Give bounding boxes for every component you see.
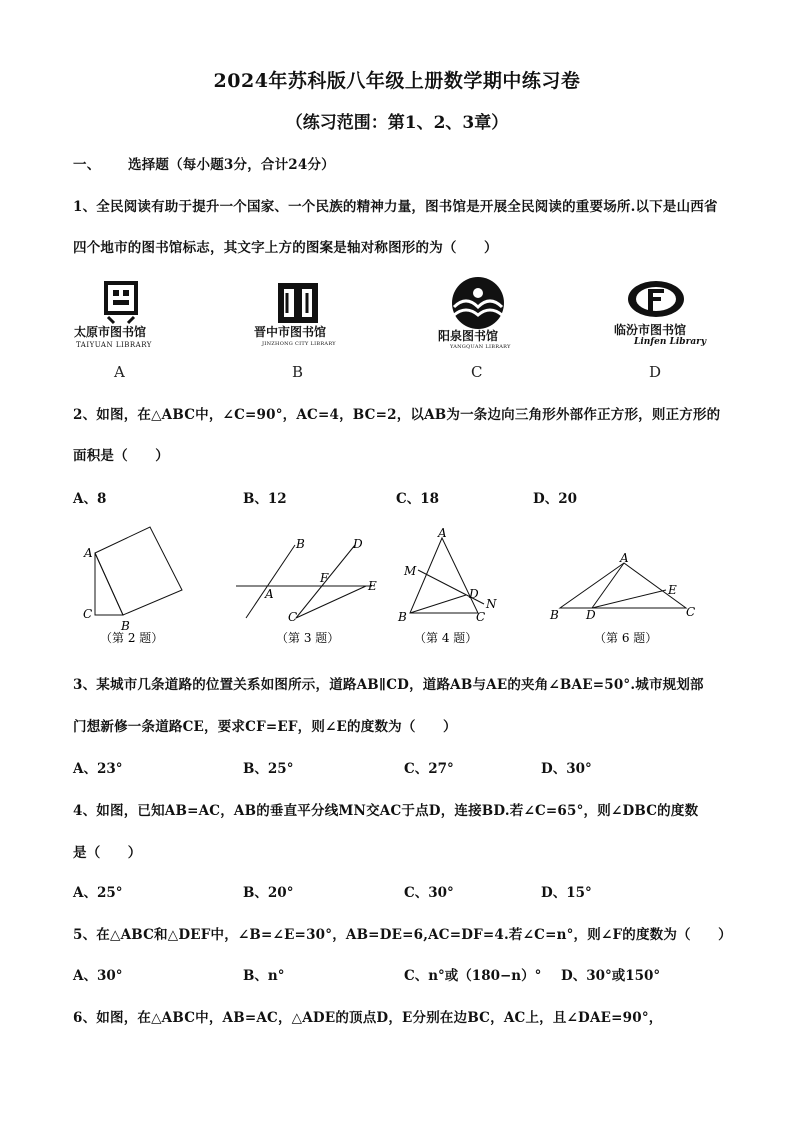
- page-title: 2024年苏科版八年级上册数学期中练习卷: [213, 70, 581, 92]
- fig4-caption: （第 4 题）: [414, 631, 478, 645]
- fig4-label-a: A: [438, 526, 447, 540]
- q5-option-d: D、30°或150°: [561, 968, 661, 984]
- fig3-label-e: E: [368, 579, 377, 593]
- logo-a-en: TAIYUAN LIBRARY: [76, 341, 152, 349]
- figures-row: [0, 520, 794, 655]
- q2-line1: 2、如图，在△ABC中，∠C=90°，AC=4，BC=2，以AB为一条边向三角形外部作正方形，则正方形的: [73, 407, 721, 423]
- q5-line1: 5、在△ABC和△DEF中，∠B=∠E=30°，AB=DE=6,AC=DF=4.若∠C=n°，则∠F的度数为（ ）: [73, 927, 732, 943]
- fig2-label-a: A: [84, 546, 93, 560]
- q6-line1: 6、如图，在△ABC中，AB=AC，△ADE的顶点D，E分别在边BC，AC上，且∠DAE=90°，: [73, 1010, 663, 1026]
- q2-line2: 面积是（ ）: [73, 448, 169, 464]
- fig6-label-c: C: [686, 605, 696, 619]
- fig2-label-c: C: [83, 607, 93, 621]
- logo-b: [246, 275, 356, 385]
- q3-option-a: A、23°: [73, 761, 123, 777]
- q3-option-d: D、30°: [541, 761, 592, 777]
- q3-line2: 门想新修一条道路CE，要求CF=EF，则∠E的度数为（ ）: [73, 719, 457, 735]
- logo-c: [424, 275, 534, 385]
- q1-line1: 1、全民阅读有助于提升一个国家、一个民族的精神力量，图书馆是开展全民阅读的重要场所.以下是山西省: [73, 199, 718, 215]
- q5-option-b: B、n°: [243, 968, 285, 984]
- logo-d: [602, 275, 712, 385]
- fig4-label-n: N: [486, 597, 497, 611]
- q2-option-d: D、20: [533, 491, 577, 507]
- q5-option-a: A、30°: [73, 968, 123, 984]
- fig2-label-b: B: [121, 619, 130, 633]
- logo-c-letter: C: [471, 363, 483, 381]
- fig3-label-c: C: [288, 610, 298, 624]
- fig4-label-c: C: [476, 610, 486, 624]
- logo-d-name: 临汾市图书馆: [614, 323, 687, 337]
- section-number: 一、: [73, 157, 101, 173]
- logo-d-letter: D: [649, 363, 662, 381]
- fig6-caption: （第 6 题）: [594, 631, 658, 645]
- logo-b-letter: B: [292, 363, 304, 381]
- logo-c-en: YANGQUAN LIBRARY: [450, 344, 511, 350]
- q4-option-b: B、20°: [243, 885, 294, 901]
- q3-option-c: C、27°: [404, 761, 454, 777]
- logo-a-name: 太原市图书馆: [74, 325, 147, 339]
- fig6-label-e: E: [668, 583, 677, 597]
- fig3-label-d: D: [353, 537, 363, 551]
- fig3-label-a: A: [265, 587, 274, 601]
- fig2-caption: （第 2 题）: [100, 631, 164, 645]
- logo-d-en: Linfen Library: [634, 337, 707, 347]
- logo-a-letter: A: [114, 363, 125, 381]
- fig3-label-f: F: [320, 571, 329, 585]
- figure-6: [549, 551, 695, 645]
- q4-line1: 4、如图，已知AB=AC，AB的垂直平分线MN交AC于点D，连接BD.若∠C=65°，则∠DBC的度数: [73, 803, 699, 819]
- logo-a: [68, 275, 178, 385]
- q4-option-c: C、30°: [404, 885, 454, 901]
- q3-option-b: B、25°: [243, 761, 294, 777]
- section-heading: 选择题（每小题3分，合计24分）: [128, 157, 335, 173]
- q3-line1: 3、某城市几条道路的位置关系如图所示，道路AB∥CD，道路AB与AE的夹角∠BAE=50°.城市规划部: [73, 677, 704, 693]
- fig3-caption: （第 3 题）: [276, 631, 340, 645]
- logo-c-name: 阳泉图书馆: [438, 329, 499, 343]
- fig6-label-b: B: [550, 608, 559, 622]
- fig4-label-b: B: [398, 610, 407, 624]
- figure-4: [397, 526, 497, 645]
- q2-option-c: C、18: [396, 491, 440, 507]
- fig6-label-d: D: [586, 608, 596, 622]
- q2-option-b: B、12: [243, 491, 287, 507]
- fig4-label-m: M: [404, 564, 417, 578]
- q4-option-d: D、15°: [541, 885, 592, 901]
- logo-b-en: JINZHONG CITY LIBRARY: [262, 341, 336, 347]
- fig6-label-a: A: [620, 551, 629, 565]
- q2-option-a: A、8: [73, 491, 107, 507]
- figure-2: [83, 527, 182, 645]
- fig4-label-d: D: [469, 587, 479, 601]
- fig3-label-b: B: [296, 537, 305, 551]
- q4-option-a: A、25°: [73, 885, 123, 901]
- logo-b-name: 晋中市图书馆: [254, 325, 327, 339]
- page-subtitle: （练习范围：第1、2、3章）: [285, 113, 509, 133]
- q4-line2: 是（ ）: [73, 845, 142, 861]
- q1-line2: 四个地市的图书馆标志，其文字上方的图案是轴对称图形的为（ ）: [73, 240, 498, 256]
- figure-3: [236, 537, 377, 645]
- q5-option-c: C、n°或（180−n）°: [404, 968, 542, 984]
